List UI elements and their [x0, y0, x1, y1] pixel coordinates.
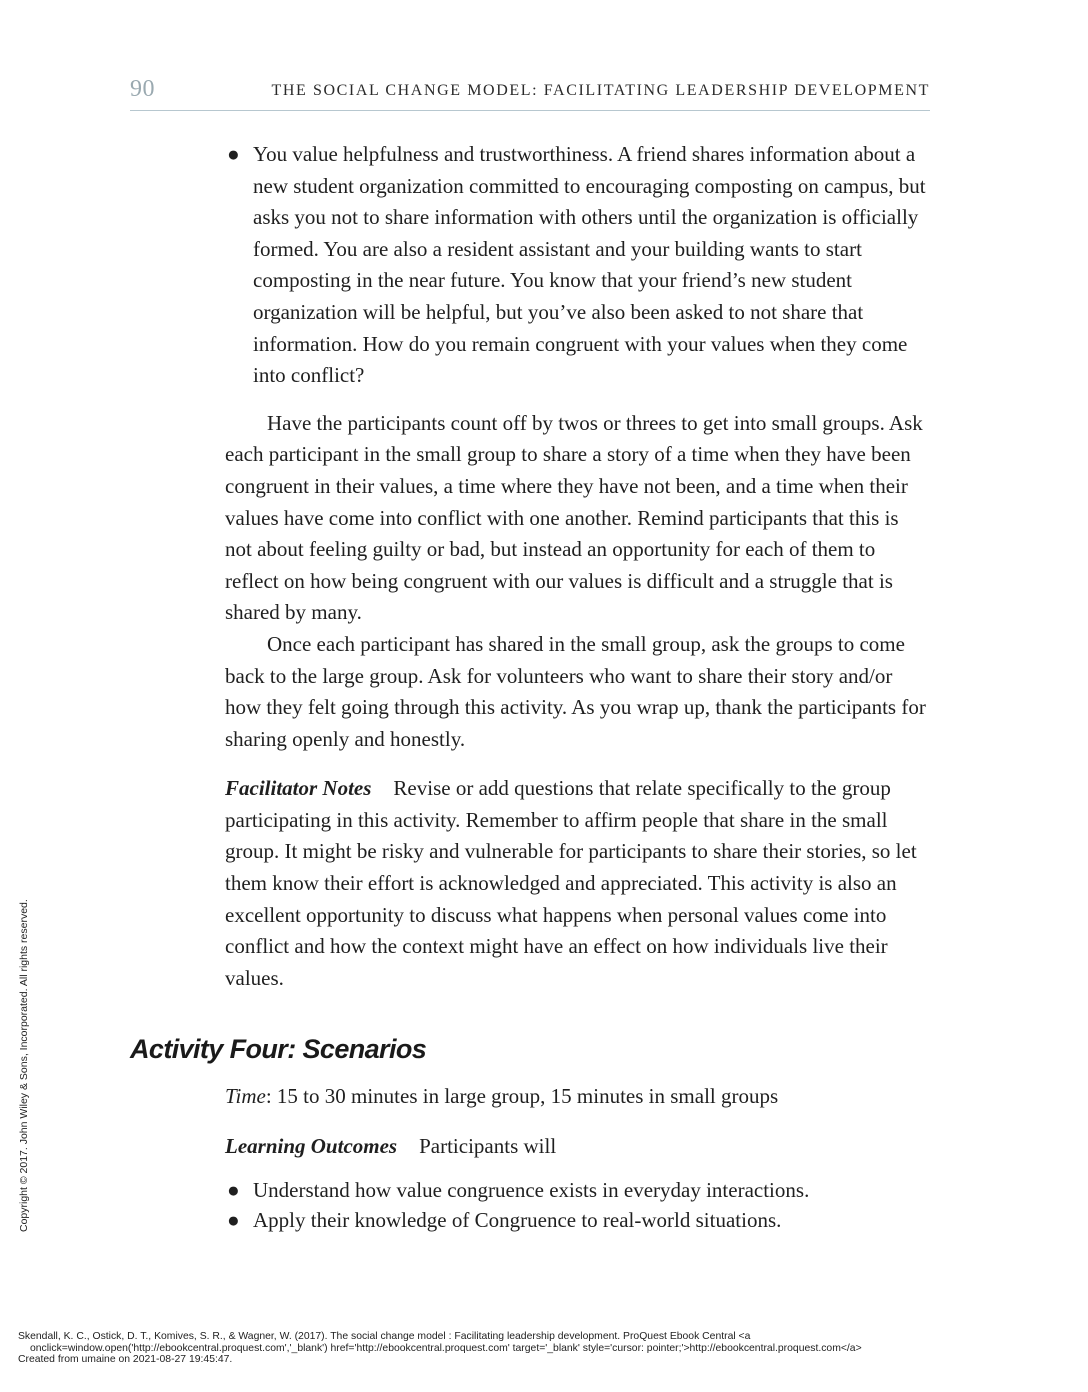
footer-citation-line: Skendall, K. C., Ostick, D. T., Komives, S. R., & Wagner, W. (2017). The social change model : Facilitating leadership development. ProQuest Ebook Central <a — [18, 1331, 751, 1342]
activity-details — [225, 1081, 930, 1235]
time-label: Time — [225, 1084, 266, 1108]
outcome-item — [225, 1205, 930, 1235]
citation-footer — [18, 1331, 1068, 1366]
page-header — [130, 76, 930, 111]
body-paragraph-groups: Have the participants count off by twos or threes to get into small groups. Ask each participant in the small group to share a story of a time when they have been congruent in their values, a time where they have not been, and a time when their values have come into conflict with one another. Remind participants that this is not about feeling guilty or bad, but instead an opportunity for each of them to reflect on how being congruent with our values is difficult and a struggle that is shared by many. — [225, 410, 923, 625]
learning-outcomes-label: Learning Outcomes — [225, 1134, 398, 1158]
bullet-icon: ● — [227, 1208, 240, 1232]
learning-outcomes-line — [225, 1131, 930, 1161]
scenario-bullet-list — [225, 139, 930, 392]
scenario-bullet-item — [225, 139, 930, 392]
time-line — [225, 1081, 930, 1111]
footer-created-line: Created from umaine on 2021-08-27 19:45:47. — [18, 1354, 233, 1365]
outcome-text: Apply their knowledge of Congruence to real-world situations. — [253, 1208, 782, 1232]
outcomes-list — [225, 1175, 930, 1235]
scenario-text: You value helpfulness and trustworthiness. A friend shares information about a new student organization committed to encouraging composting on campus, but asks you not to share information with others until the organization is officially formed. You are also a resident assistant and your building wants to start composting in the near future. You know that your friend’s new student organization will be helpful, but you’ve also been asked to not share that information. How do you remain congruent with your values when they come into conflict? — [253, 142, 926, 388]
bullet-icon: ● — [227, 1178, 240, 1202]
body-paragraph-wrapup: Once each participant has shared in the small group, ask the groups to come back to the large group. Ask for volunteers who want to share their story and/or how they felt going through this activity. As you wrap up, thank the participants for sharing openly and honestly. — [225, 631, 926, 751]
section-heading: Activity Four: Scenarios — [130, 1034, 427, 1064]
facilitator-notes — [225, 773, 930, 994]
learning-outcomes-intro: Participants will — [419, 1134, 557, 1158]
facilitator-notes-text: Revise or add questions that relate specifically to the group participating in this activity. Remember to affirm people that share in the small group. It might be risky and vulnerable for participants to share their stories, so let them know their effort is acknowledged and appreciated. This activity is also an excellent opportunity to discuss what happens when personal values come into conflict and how the context might have an effect on how individuals live their values. — [225, 776, 917, 990]
running-head: THE SOCIAL CHANGE MODEL: FACILITATING LEADERSHIP DEVELOPMENT — [271, 82, 930, 99]
outcome-text: Understand how value congruence exists in everyday interactions. — [253, 1178, 810, 1202]
main-content — [225, 139, 930, 1015]
outcome-item — [225, 1175, 930, 1205]
page-number: 90 — [130, 76, 155, 102]
bullet-icon: ● — [227, 142, 240, 166]
facilitator-notes-label: Facilitator Notes — [225, 776, 372, 801]
time-text: : 15 to 30 minutes in large group, 15 minutes in small groups — [265, 1084, 779, 1108]
side-copyright-notice: Copyright © 2017. John Wiley & Sons, Incorporated. All rights reserved. — [18, 899, 30, 1232]
footer-link-line: onclick=window.open('http://ebookcentral.proquest.com','_blank') href='http://ebookcentral.proquest.com' target='_blank' style='cursor: pointer;'>http://ebookcentral.proquest.com</a> — [30, 1342, 862, 1354]
